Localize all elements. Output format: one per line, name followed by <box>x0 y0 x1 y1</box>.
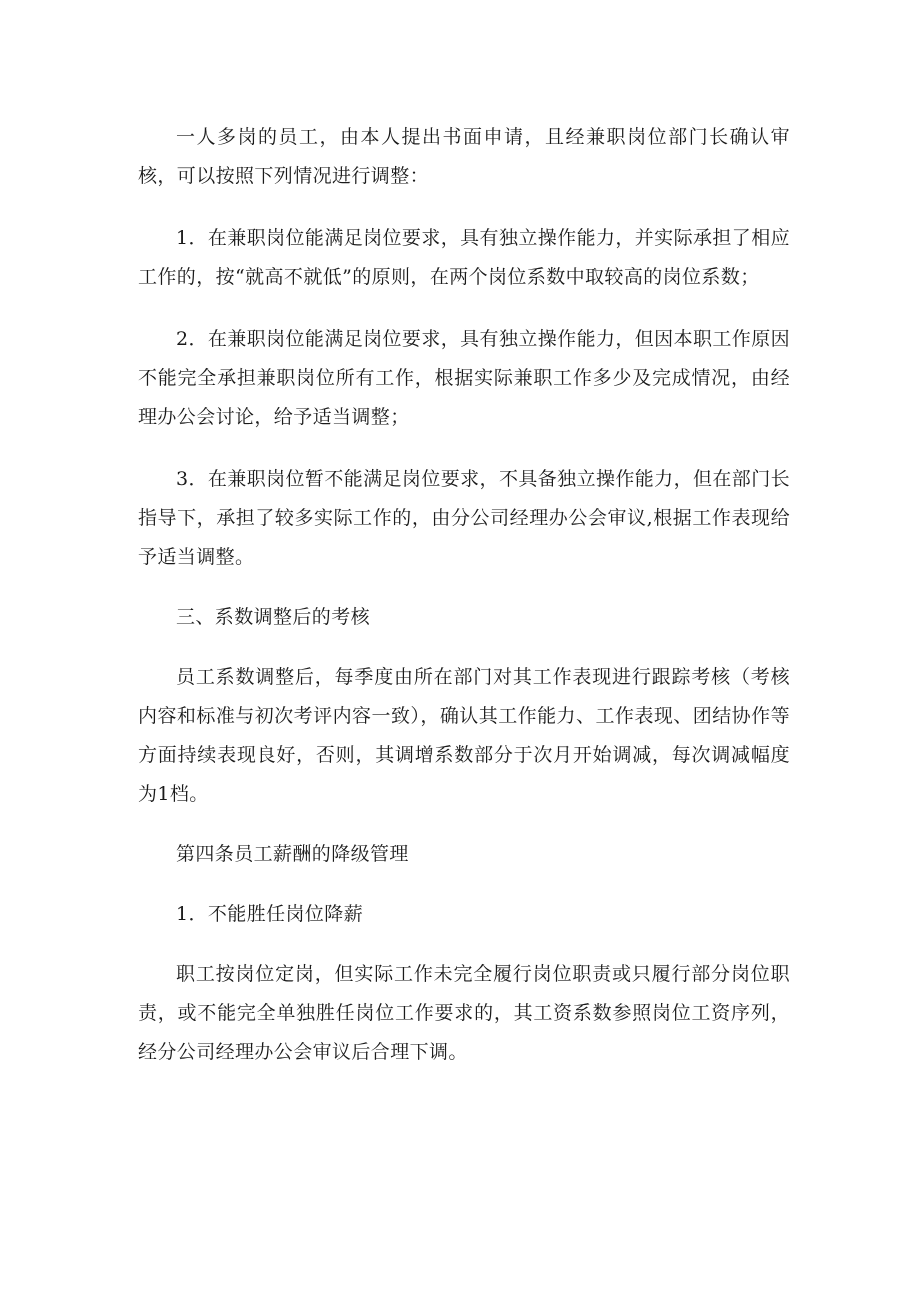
subheading-demotion: 1．不能胜任岗位降薪 <box>176 903 364 925</box>
paragraph-demotion: 职工按岗位定岗，但实际工作未完全履行岗位职责或只履行部分岗位职责，或不能完全单独胜任岗位工作要求的，其工资系数参照岗位工资序列，经分公司经理办公会审议后合理下调。 <box>138 963 790 1063</box>
paragraph-assessment: 员工系数调整后，每季度由所在部门对其工作表现进行跟踪考核（考核内容和标准与初次考评内容一致），确认其工作能力、工作表现、团结协作等方面持续表现良好，否则，其调增系数部分于次月开始调减，每次调减幅度为1档。 <box>138 666 790 805</box>
paragraph-item-3: 3．在兼职岗位暂不能满足岗位要求，不具备独立操作能力，但在部门长指导下，承担了较多实际工作的，由分公司经理办公会审议,根据工作表现给予适当调整。 <box>138 468 790 568</box>
document-body <box>138 118 790 1072</box>
paragraph-item-2: 2．在兼职岗位能满足岗位要求，具有独立操作能力，但因本职工作原因不能完全承担兼职岗位所有工作，根据实际兼职工作多少及完成情况，由经理办公会讨论，给予适当调整； <box>138 328 790 428</box>
paragraph-item-1: 1．在兼职岗位能满足岗位要求，具有独立操作能力，并实际承担了相应工作的，按“就高不就低”的原则，在两个岗位系数中取较高的岗位系数； <box>138 227 790 288</box>
paragraph-intro: 一人多岗的员工，由本人提出书面申请，且经兼职岗位部门长确认审核，可以按照下列情况进行调整： <box>138 126 790 187</box>
section-heading-3: 三、系数调整后的考核 <box>176 606 371 628</box>
article-heading-4: 第四条员工薪酬的降级管理 <box>176 843 409 865</box>
